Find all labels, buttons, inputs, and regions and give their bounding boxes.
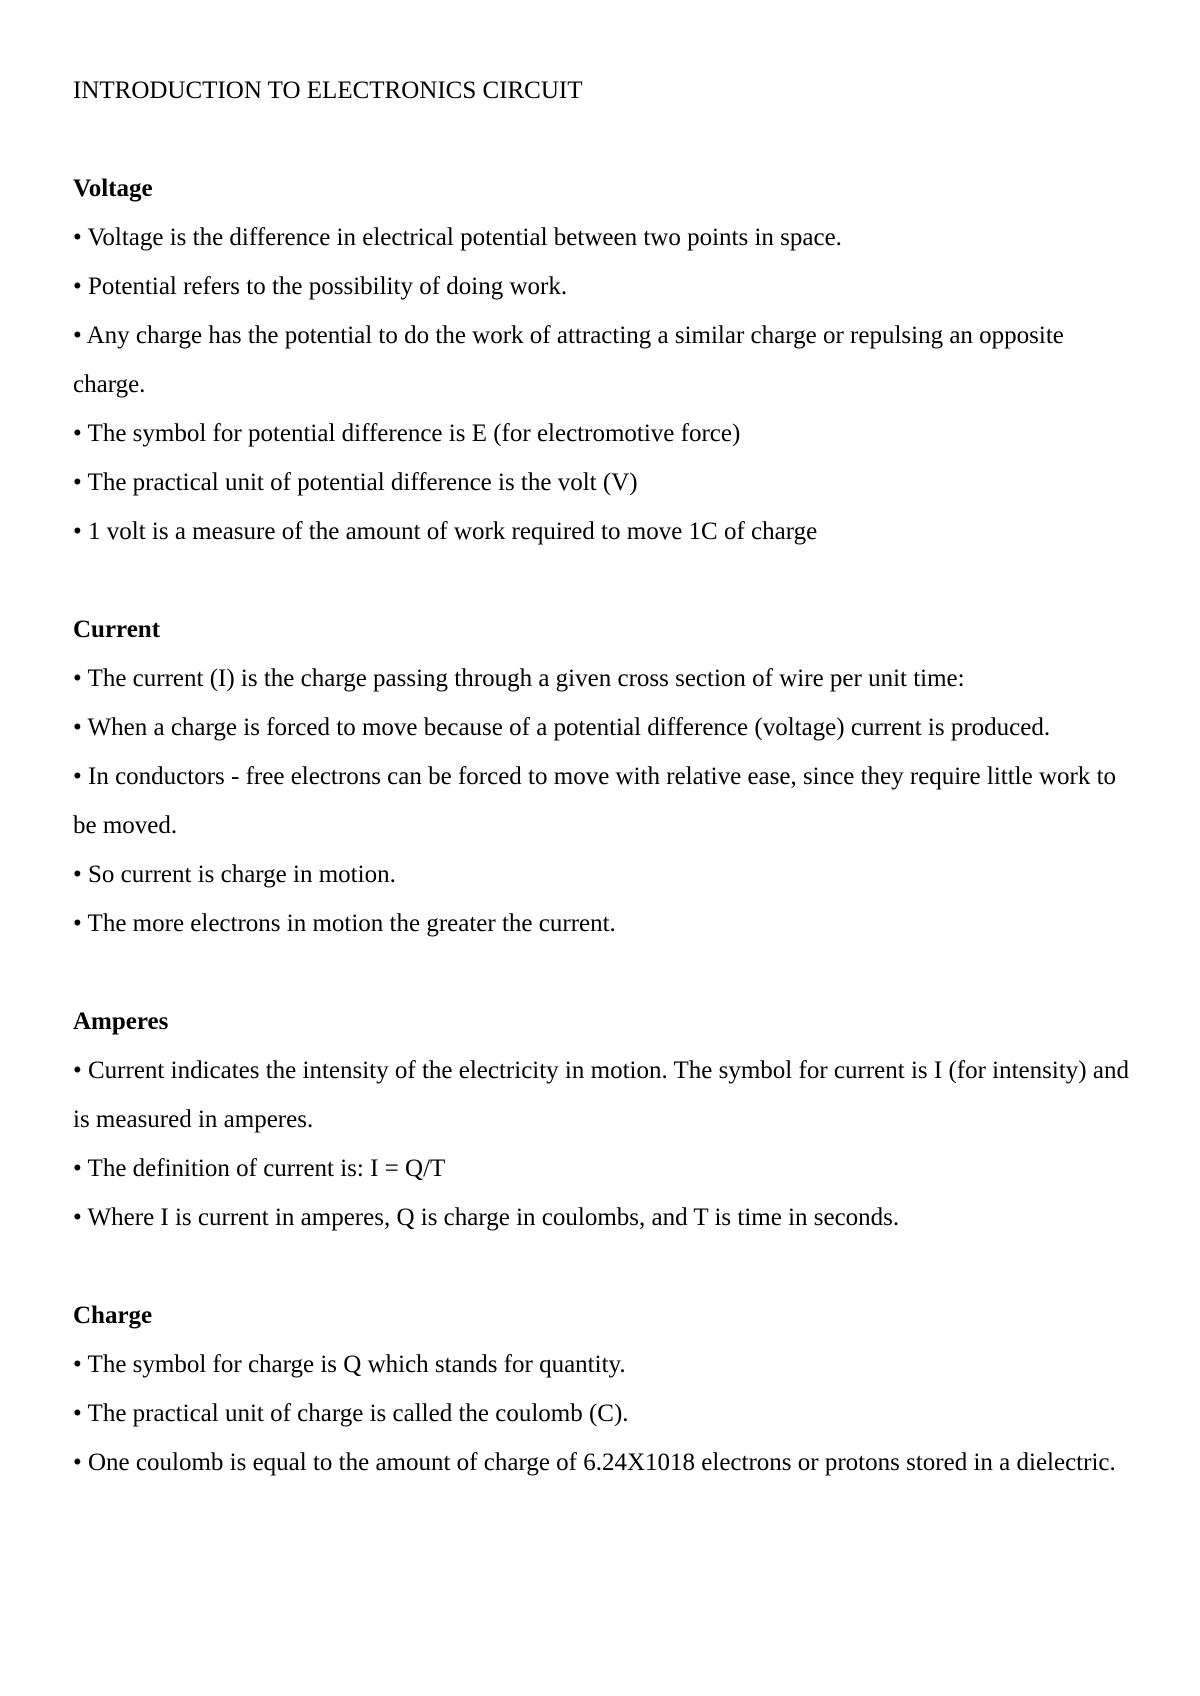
bullet-item: • Current indicates the intensity of the electricity in motion. The symbol for current is I (for intensity) and is measured in amperes. <box>73 1057 1129 1133</box>
document-content <box>73 66 1133 1487</box>
bullet-item: • The symbol for charge is Q which stands for quantity. <box>73 1351 626 1378</box>
bullet-item: • So current is charge in motion. <box>73 861 396 888</box>
bullet-item: • Where I is current in amperes, Q is charge in coulombs, and T is time in seconds. <box>73 1204 900 1231</box>
bullet-item: • The current (I) is the charge passing through a given cross section of wire per unit time: <box>73 665 965 692</box>
bullet-item: • Any charge has the potential to do the work of attracting a similar charge or repulsing an opposite charge. <box>73 322 1064 398</box>
document-title: INTRODUCTION TO ELECTRONICS CIRCUIT <box>73 77 583 104</box>
section-current <box>73 605 1133 948</box>
section-heading: Amperes <box>73 1008 169 1035</box>
bullet-item: • Voltage is the difference in electrical potential between two points in space. <box>73 224 842 251</box>
section-voltage <box>73 164 1133 556</box>
bullet-item: • Potential refers to the possibility of doing work. <box>73 273 568 300</box>
section-heading: Charge <box>73 1302 153 1329</box>
bullet-item: • When a charge is forced to move because of a potential difference (voltage) current is produced. <box>73 714 1051 741</box>
section-heading: Current <box>73 616 161 643</box>
bullet-item: • The symbol for potential difference is E (for electromotive force) <box>73 420 741 447</box>
section-heading: Voltage <box>73 175 153 202</box>
bullet-item: • The definition of current is: I = Q/T <box>73 1155 446 1182</box>
bullet-item: • The practical unit of charge is called the coulomb (C). <box>73 1400 629 1427</box>
section-charge <box>73 1291 1133 1487</box>
bullet-item: • One coulomb is equal to the amount of charge of 6.24X1018 electrons or protons stored in a dielectric. <box>73 1449 1116 1476</box>
bullet-item: • The more electrons in motion the greater the current. <box>73 910 616 937</box>
bullet-item: • In conductors - free electrons can be forced to move with relative ease, since they require little work to be moved. <box>73 763 1117 839</box>
bullet-item: • The practical unit of potential difference is the volt (V) <box>73 469 638 496</box>
bullet-item: • 1 volt is a measure of the amount of work required to move 1C of charge <box>73 518 818 545</box>
section-amperes <box>73 997 1133 1242</box>
